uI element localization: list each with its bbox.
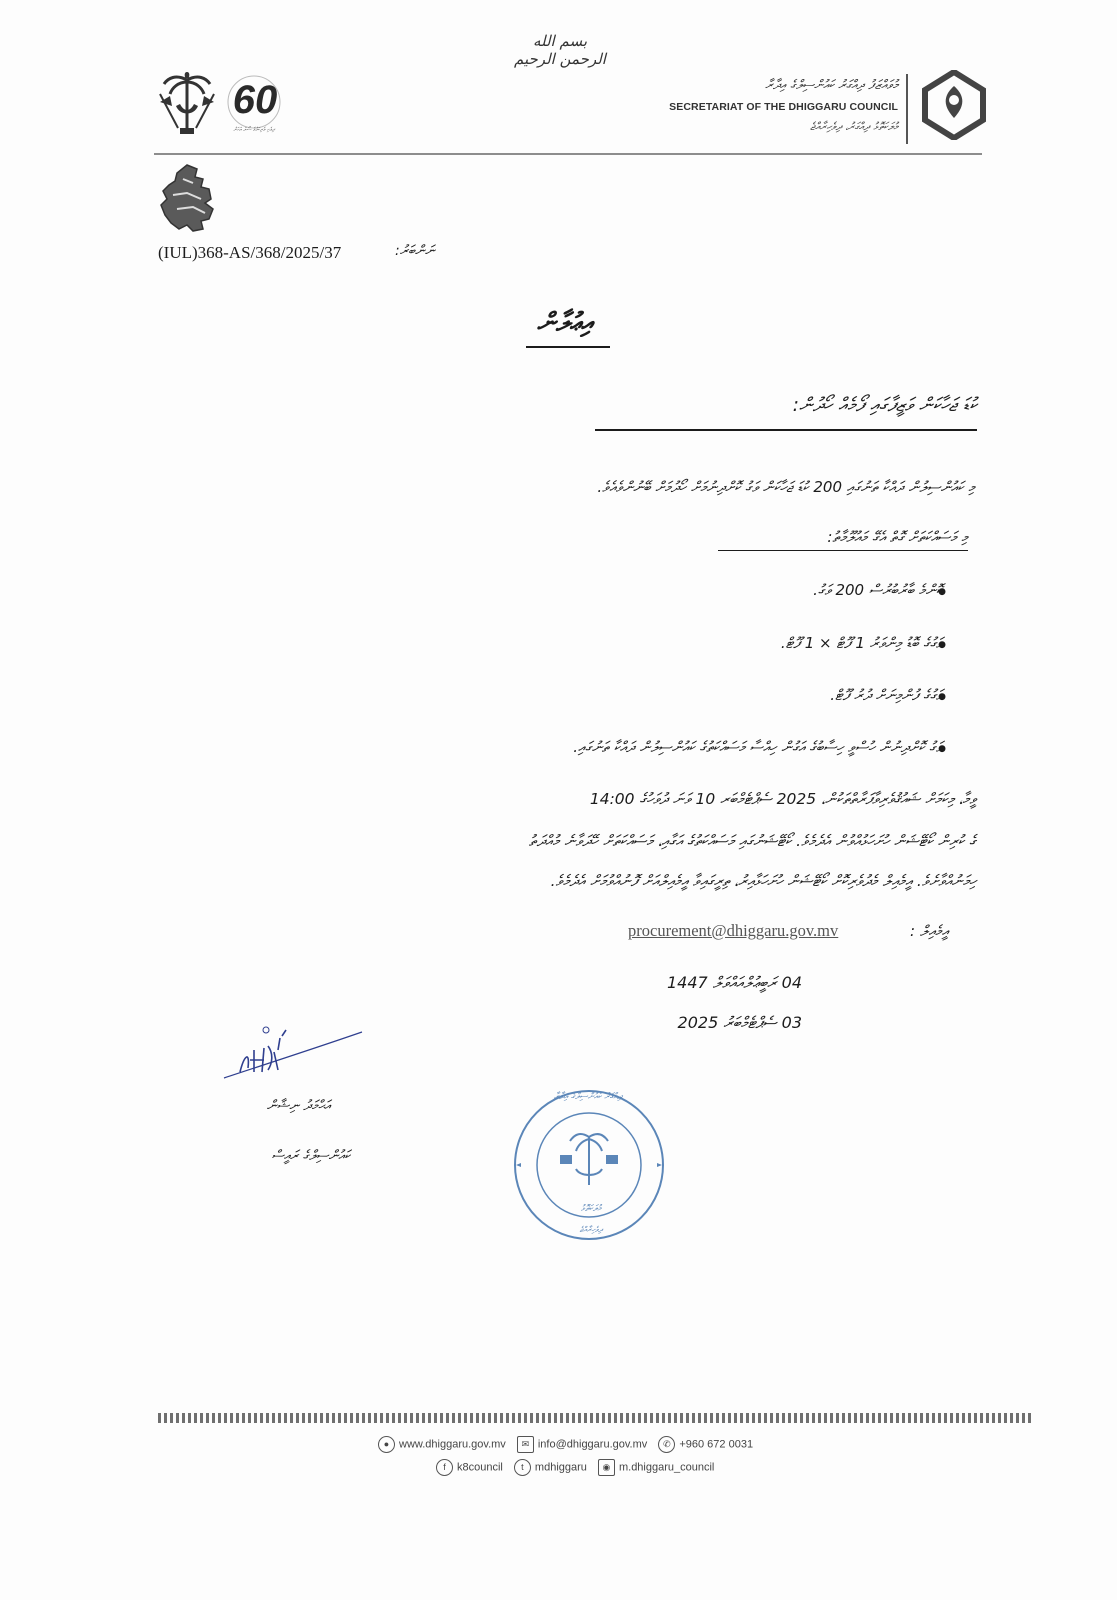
council-name-english: SECRETARIAT OF THE DHIGGARU COUNCIL	[669, 101, 898, 113]
footer-website[interactable]	[378, 1436, 506, 1453]
official-stamp-icon	[510, 1085, 668, 1245]
subject-underline	[595, 429, 977, 431]
national-emblem-icon	[156, 70, 218, 142]
requirement-item: ވަގުގެ ބޮޑު މިންވަރު 1 ފޫޓް × 1 ފޫޓް. ●	[270, 634, 942, 652]
footer-contact-row	[378, 1436, 818, 1454]
submission-paragraph-line: ހިމަނުއްވާށެވެ. އީމެއިލް މެދުވެރިކޮށް ކޯޓޭޝަން ހުށަހަޅާއިރު، ތިރީގައިވާ އީމެއިލްއަށް ފޮނުއްވުމަށް އެދެމެވެ.	[550, 872, 976, 890]
requirements-heading: މި މަސައްކަތަށް ގޮތް އެގޭ މައުލޫމާތު:	[827, 528, 968, 546]
email-text: info@dhiggaru.gov.mv	[537, 1438, 648, 1451]
footer-facebook[interactable]	[436, 1459, 503, 1476]
council-address-dhivehi: މުލަކަތޮޅު ދިއްގަރު، ދިވެހިރާއްޖެ	[810, 120, 898, 133]
signatory-name: އަޙްމަދު ނިޝާން	[266, 1098, 330, 1114]
stamp-text-top: ދިއްގަރު ކައުންސިލްގެ އިދާރާ	[553, 1092, 623, 1102]
submission-paragraph-line: ގެ ކުރިން ކޯޓޭޝަން ހުށަހަޅުއްވުން އެދެމެވެ. ކޯޓޭޝަނުގައި މަސައްކަތުގެ އަގާއި، މަސައްކަތަށް ހޭދަވާނެ މުއްދަތު	[528, 832, 976, 850]
stamp-text-bottom: ދިވެހިރާއްޖެ	[579, 1225, 603, 1234]
handwritten-signature	[220, 1020, 370, 1090]
website-text: www.dhiggaru.gov.mv	[399, 1438, 506, 1451]
document-title: އިޢުލާން	[536, 308, 594, 338]
phone-icon: ✆	[658, 1436, 675, 1453]
header-divider	[906, 74, 908, 144]
footer-instagram[interactable]	[598, 1459, 714, 1476]
reference-number: (IUL)368-AS/368/2025/37	[158, 243, 342, 262]
atoll-map-icon	[157, 163, 221, 233]
footer-dashed-bar	[158, 1413, 1034, 1423]
council-logo	[921, 70, 987, 140]
council-name-dhivehi: މުވައްޒަފު ދިއްގަރު ކައުންސިލްގެ އިދާރާ	[765, 78, 898, 93]
requirement-item: ވަގު ކޮށްދިނުން ހުސްވީ ހިސާބުގެ އަގުން ހިއްސާ މަސައްކަތުގެ ކައުންސިލުން ދައްކާ ތަނުގައި. ●	[270, 738, 942, 756]
facebook-text: k8council	[457, 1461, 503, 1474]
phone-text: +960 672 0031	[679, 1438, 754, 1451]
twitter-text: mdhiggaru	[534, 1461, 587, 1474]
stamp-text-middle: މުލަކަތޮޅު	[580, 1204, 602, 1214]
intro-paragraph: މި ކައުންސިލުން ދައްކާ ތަނުގައި 200 ކުޑަ ޖަހާކަން ވަގު ކޮށްދިނުމަށް ހޯދުމަށް ބޭނުންވެއެވެ.	[597, 478, 975, 496]
footer-twitter[interactable]	[514, 1459, 587, 1476]
instagram-icon: ◉	[598, 1459, 615, 1476]
bismillah-calligraphy: بسم الله الرحمن الرحيم	[514, 32, 606, 68]
requirement-item: ވަގުގެ ފުންމިނަށް ދުރު ފޫޓް. ●	[270, 686, 942, 704]
submission-paragraph-line: ވީމާ، މިކަމަށް ޝައުޤުވެރިވާފަރާތްތަކުން، 2025 ސެޕްޓެމްބަރ 10 ވަނަ ދުވަހުގެ 14:00	[589, 790, 976, 808]
date-hijri: 04 ރަބީޢުލްއައްވަލް 1447	[666, 973, 802, 992]
anniversary-number: 60	[232, 78, 278, 122]
facebook-icon: f	[436, 1459, 453, 1476]
date-gregorian: 03 ސެޕްޓެމްބަރު 2025	[677, 1013, 802, 1032]
document-subject: ކުޑަ ޖަހާކަން ވަޒީފާގައި ފޯމެއް ހޯދުން:	[792, 394, 977, 416]
mail-icon: ✉	[517, 1436, 534, 1453]
email-label: އީމެއިލް :	[910, 922, 949, 940]
footer-phone[interactable]	[658, 1436, 753, 1453]
globe-icon: ●	[378, 1436, 395, 1453]
footer-email[interactable]	[517, 1436, 647, 1453]
anniversary-caption: ދިވެހި ވެރިކަމުގެ ސޯލަ އަހަރު	[233, 127, 275, 133]
signatory-title: ކައުންސިލްގެ ރައީސް	[271, 1148, 350, 1164]
instagram-text: m.dhiggaru_council	[618, 1461, 715, 1474]
footer-social-row	[436, 1459, 756, 1477]
title-underline	[526, 346, 610, 348]
header-rule	[154, 153, 982, 155]
requirement-item: ކޮންމެ ބާރުބުރުސް 200 ވަގު. ●	[270, 581, 942, 599]
procurement-email-link[interactable]: procurement@dhiggaru.gov.mv	[628, 921, 839, 940]
requirements-underline	[718, 550, 968, 551]
twitter-icon: t	[514, 1459, 531, 1476]
reference-label: ނަންބަރު:	[395, 243, 435, 259]
